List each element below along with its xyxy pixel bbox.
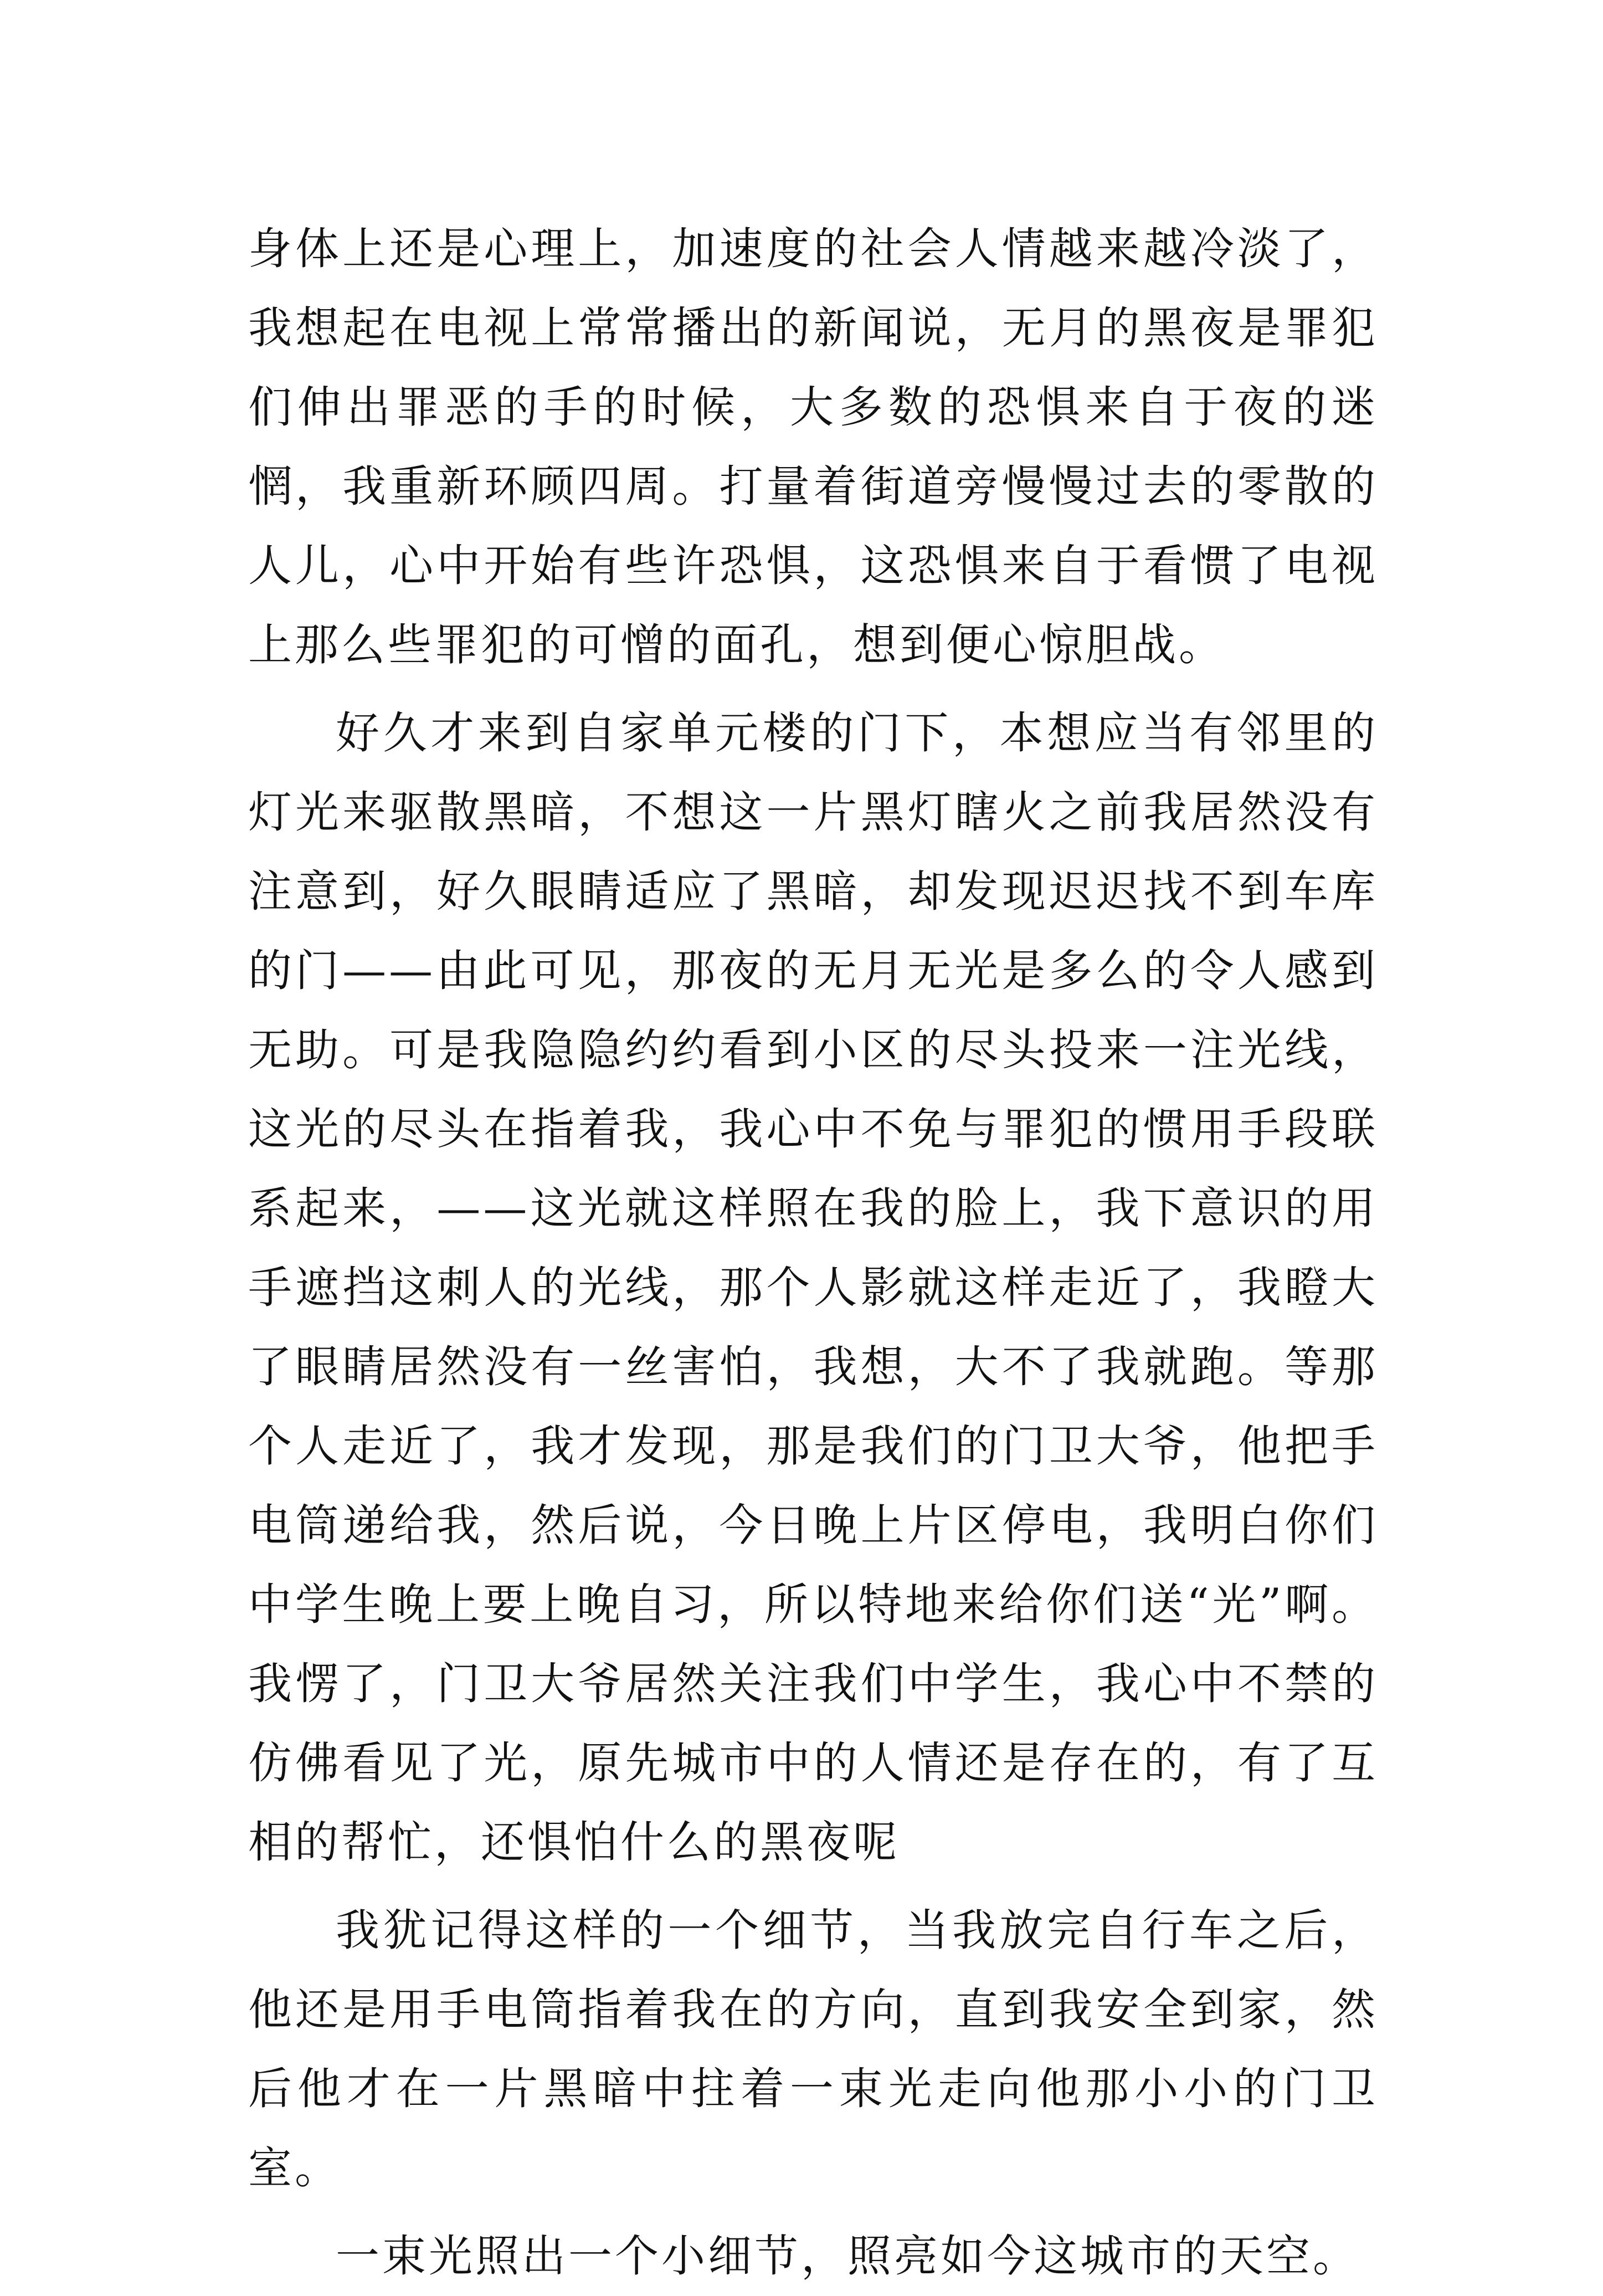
paragraph-3: 我犹记得这样的一个细节，当我放完自行车之后，他还是用手电筒指着我在的方向，直到我安全到家，然后他才在一片黑暗中拄着一束光走向他那小小的门卫室。	[248, 1905, 1378, 2194]
paragraph-4: 一束光照出一个小细节，照亮如今这城市的天空。	[336, 2231, 1359, 2282]
document-body	[248, 209, 1378, 2296]
paragraph-1: 身体上还是心理上，加速度的社会人情越来越冷淡了，我想起在电视上常常播出的新闻说，无月的黑夜是罪犯们伸出罪恶的手的时候，大多数的恐惧来自于夜的迷惘，我重新环顾四周。打量着街道旁慢慢过去的零散的人儿，心中开始有些许恐惧，这恐惧来自于看惯了电视上那么些罪犯的可憎的面孔，想到便心惊胆战。	[248, 223, 1378, 670]
paragraph-2: 好久才来到自家单元楼的门下，本想应当有邻里的灯光来驱散黑暗，不想这一片黑灯瞎火之前我居然没有注意到，好久眼睛适应了黑暗，却发现迟迟找不到车库的门——由此可见，那夜的无月无光是多么的令人感到无助。可是我隐隐约约看到小区的尽头投来一注光线，这光的尽头在指着我，我心中不免与罪犯的惯用手段联系起来，——这光就这样照在我的脸上，我下意识的用手遮挡这刺人的光线，那个人影就这样走近了，我瞪大了眼睛居然没有一丝害怕，我想，大不了我就跑。等那个人走近了，我才发现，那是我们的门卫大爷，他把手电筒递给我，然后说，今日晚上片区停电，我明白你们中学生晚上要上晚自习，所以特地来给你们送“光”啊。我愣了，门卫大爷居然关注我们中学生，我心中不禁的仿佛看见了光，原先城市中的人情还是存在的，有了互相的帮忙，还惧怕什么的黑夜呢	[248, 708, 1378, 1868]
